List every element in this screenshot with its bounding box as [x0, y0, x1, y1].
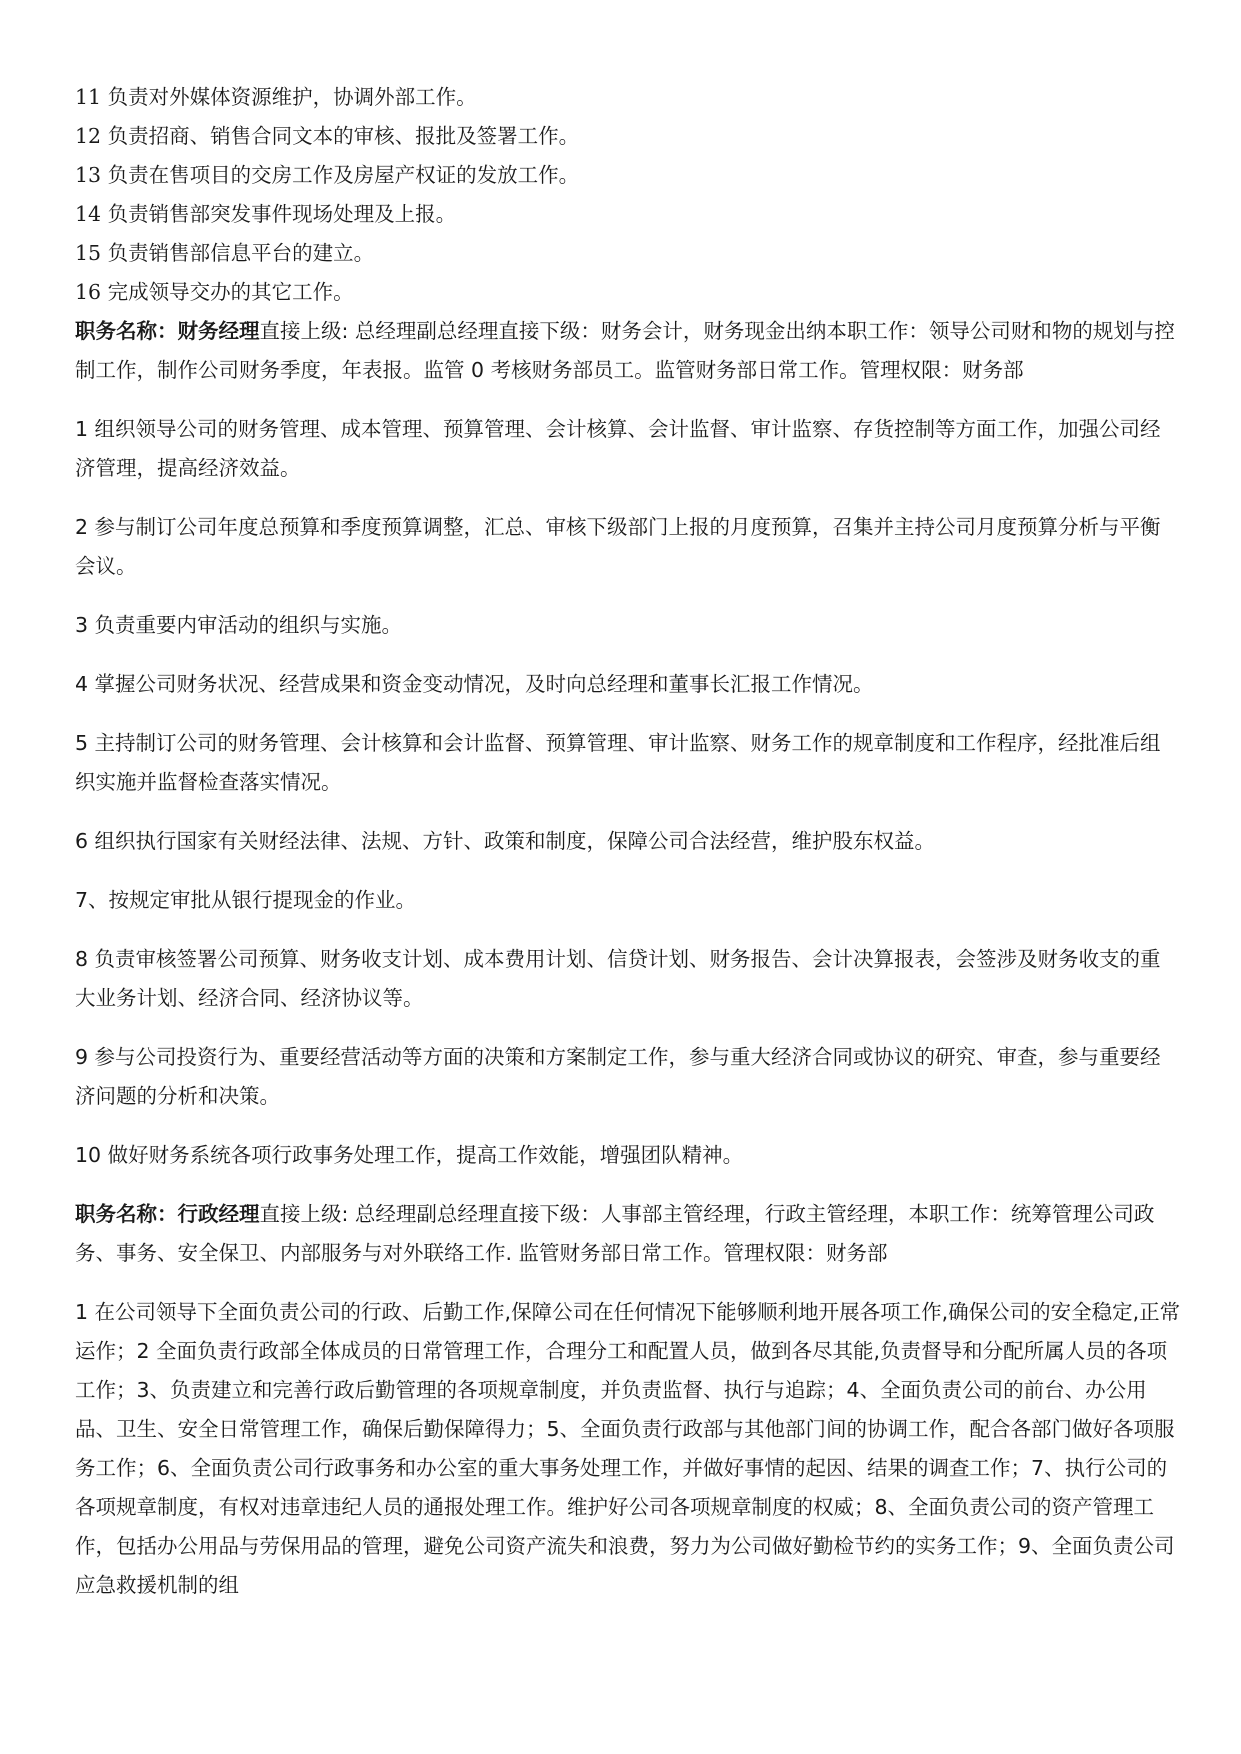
admin-title: 职务名称：行政经理 — [75, 1202, 260, 1226]
list-item: 13 负责在售项目的交房工作及房屋产权证的发放工作。 — [75, 163, 580, 187]
finance-title: 职务名称：财务经理 — [75, 319, 260, 343]
list-item: 7、按规定审批从银行提现金的作业。 — [75, 888, 417, 912]
top-item-list — [75, 78, 1181, 312]
list-item: 1 组织领导公司的财务管理、成本管理、预算管理、会计核算、会计监督、审计监察、存货控制等方面工作，加强公司经济管理，提高经济效益。 — [75, 417, 1161, 480]
list-item: 10 做好财务系统各项行政事务处理工作，提高工作效能，增强团队精神。 — [75, 1143, 744, 1167]
finance-duties-list — [75, 410, 1181, 1175]
admin-manager-header — [75, 1195, 1181, 1273]
list-item: 15 负责销售部信息平台的建立。 — [75, 241, 375, 265]
admin-duties-body: 1 在公司领导下全面负责公司的行政、后勤工作,保障公司在任何情况下能够顺利地开展各项工作,确保公司的安全稳定,正常运作；2 全面负责行政部全体成员的日常管理工作，合理分工和配置人员，做到各尽其能,负责督导和分配所属人员的各项工作；3、负责建立和完善行政后勤管理的各项规章制度，并负责监督、执行与追踪；4、全面负责公司的前台、办公用品、卫生、安全日常管理工作，确保后勤保障得力；5、全面负责行政部与其他部门间的协调工作，配合各部门做好各项服务工作；6、全面负责公司行政事务和办公室的重大事务处理工作，并做好事情的起因、结果的调查工作；7、执行公司的各项规章制度，有权对违章违纪人员的通报处理工作。维护好公司各项规章制度的权威；8、全面负责公司的资产管理工作，包括办公用品与劳保用品的管理，避免公司资产流失和浪费，努力为公司做好勤检节约的实务工作；9、全面负责公司应急救援机制的组 — [75, 1300, 1181, 1597]
list-item: 16 完成领导交办的其它工作。 — [75, 280, 354, 304]
finance-description: 直接上级: 总经理副总经理直接下级：财务会计，财务现金出纳本职工作：领导公司财和物的规划与控制工作，制作公司财务季度，年表报。监管 0 考核财务部员工。监管财务部日常工作。管理权限：财务部 — [75, 319, 1175, 382]
list-item: 3 负责重要内审活动的组织与实施。 — [75, 613, 403, 637]
list-item: 2 参与制订公司年度总预算和季度预算调整，汇总、审核下级部门上报的月度预算，召集并主持公司月度预算分析与平衡会议。 — [75, 515, 1161, 578]
list-item: 5 主持制订公司的财务管理、会计核算和会计监督、预算管理、审计监察、财务工作的规章制度和工作程序，经批准后组织实施并监督检查落实情况。 — [75, 731, 1161, 794]
list-item: 12 负责招商、销售合同文本的审核、报批及签署工作。 — [75, 124, 580, 148]
list-item: 8 负责审核签署公司预算、财务收支计划、成本费用计划、信贷计划、财务报告、会计决算报表，会签涉及财务收支的重大业务计划、经济合同、经济协议等。 — [75, 947, 1161, 1010]
finance-manager-header — [75, 312, 1181, 390]
list-item: 4 掌握公司财务状况、经营成果和资金变动情况，及时向总经理和董事长汇报工作情况。 — [75, 672, 874, 696]
list-item: 14 负责销售部突发事件现场处理及上报。 — [75, 202, 457, 226]
admin-description: 直接上级: 总经理副总经理直接下级：人事部主管经理，行政主管经理，本职工作：统筹管理公司政务、事务、安全保卫、内部服务与对外联络工作. 监管财务部日常工作。管理权限：财务部 — [75, 1202, 1155, 1265]
list-item: 11 负责对外媒体资源维护，协调外部工作。 — [75, 85, 477, 109]
list-item: 9 参与公司投资行为、重要经营活动等方面的决策和方案制定工作，参与重大经济合同或协议的研究、审查，参与重要经济问题的分析和决策。 — [75, 1045, 1161, 1108]
list-item: 6 组织执行国家有关财经法律、法规、方针、政策和制度，保障公司合法经营，维护股东权益。 — [75, 829, 936, 853]
